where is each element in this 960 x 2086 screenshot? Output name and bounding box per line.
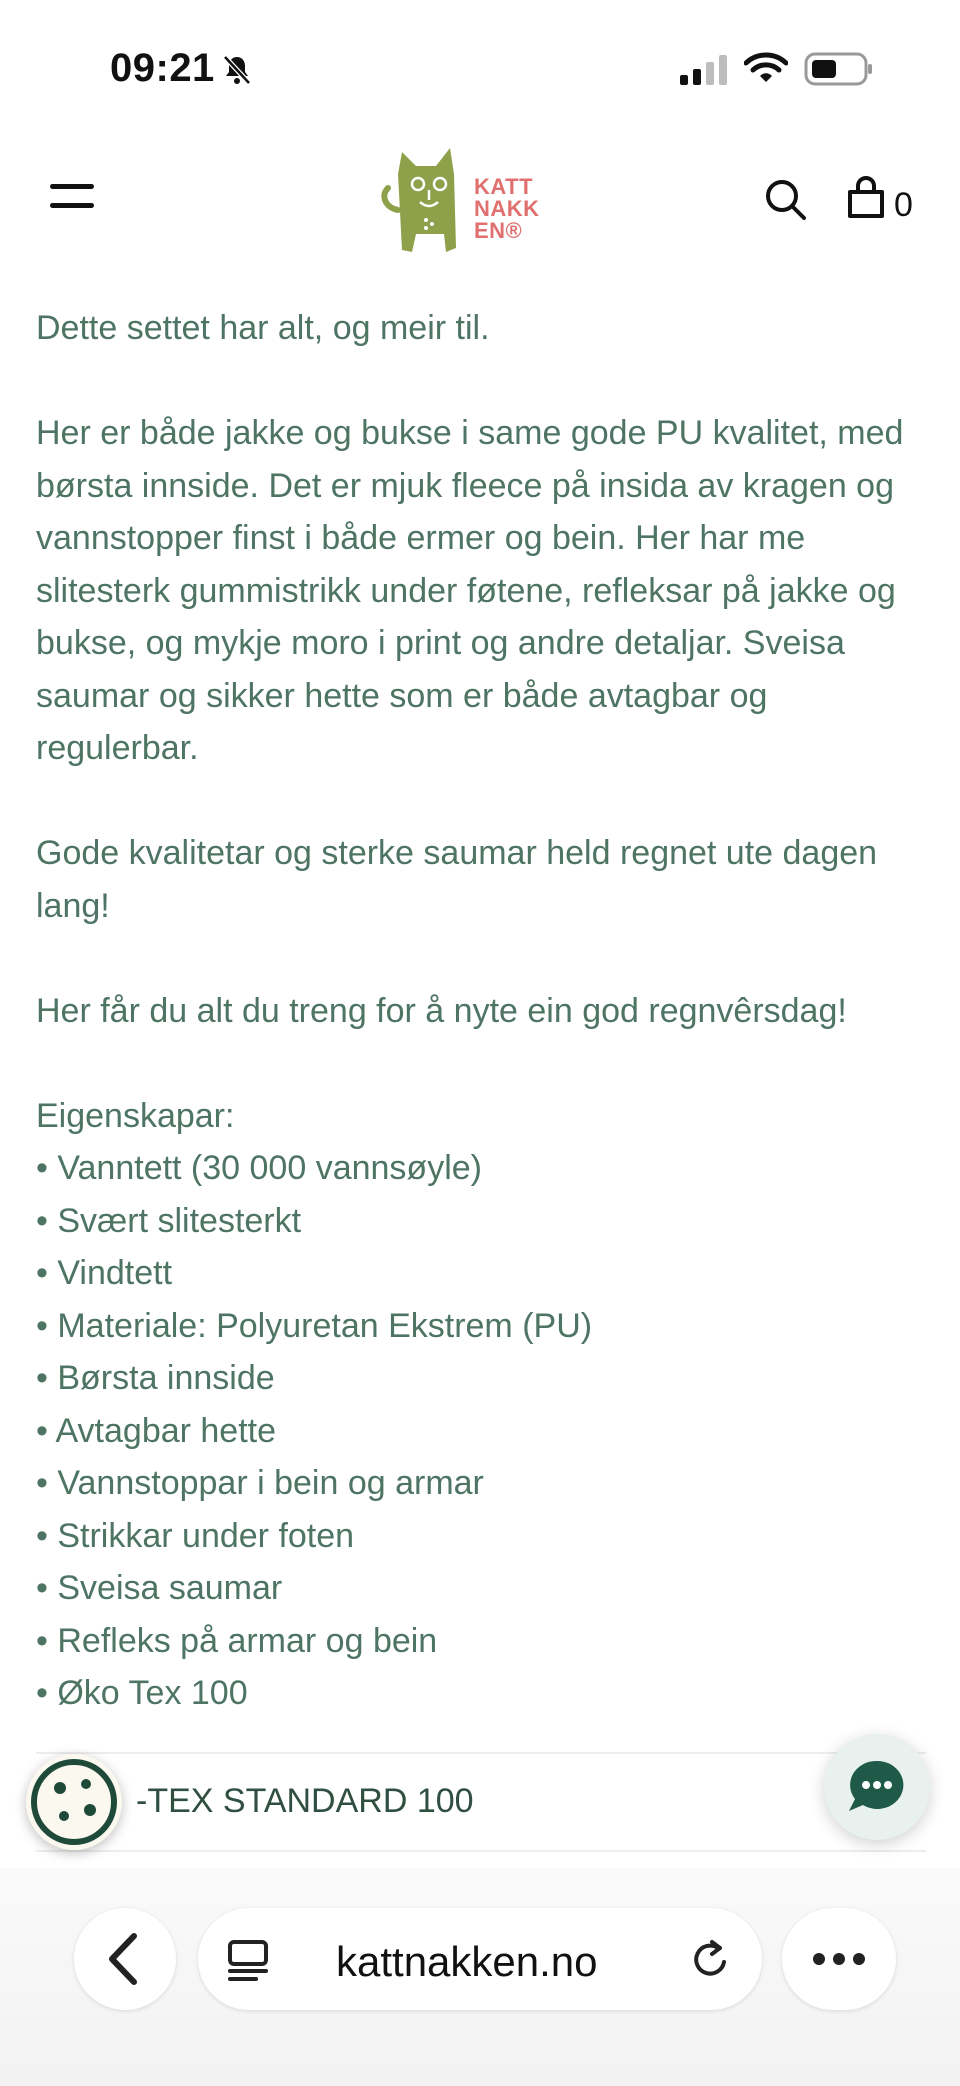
feature-item: • Materiale: Polyuretan Ekstrem (PU) — [36, 1300, 926, 1353]
search-icon — [764, 178, 808, 222]
menu-button[interactable] — [50, 184, 94, 218]
description-paragraph: Her er både jakke og bukse i same gode PU kvalitet, med børsta innside. Det er mjuk fleece på insida av kragen og vannstopper finst i både ermer og bein. Her har me slitesterk gummistrikk under føtene, refleksar på jakke og bukse, og mykje moro i print og andre detaljar. Sveisa saumar og sikker hette som er både avtagbar og regulerbar. — [36, 414, 904, 767]
description-paragraph: Dette settet har alt, og meir til. — [36, 309, 490, 347]
feature-item: • Refleks på armar og bein — [36, 1615, 926, 1668]
site-header — [0, 130, 960, 270]
feature-item: • Strikkar under foten — [36, 1510, 926, 1563]
hamburger-line — [50, 184, 94, 189]
kattnakken-logo[interactable] — [376, 140, 556, 260]
url-text[interactable]: kattnakken.no — [336, 1938, 598, 1985]
feature-list — [36, 1142, 926, 1720]
bell-muted-icon — [222, 54, 252, 86]
cart-button[interactable] — [846, 176, 913, 226]
feature-item: • Svært slitesterkt — [36, 1195, 926, 1248]
feature-item: • Vindtett — [36, 1247, 926, 1300]
tabs-icon[interactable] — [226, 1938, 270, 1982]
logo-line: KATT — [474, 174, 534, 199]
more-dots-icon — [782, 1908, 896, 2010]
more-options-button[interactable] — [782, 1908, 896, 2010]
cookie-settings-button[interactable] — [26, 1754, 122, 1850]
cart-count: 0 — [894, 186, 913, 224]
hamburger-line — [50, 203, 94, 208]
address-bar[interactable] — [198, 1908, 762, 2010]
certification-label: -TEX STANDARD 100 — [136, 1782, 474, 1820]
description-paragraph: Her får du alt du treng for å nyte ein god regnvêrsdag! — [36, 991, 847, 1030]
wifi-icon — [744, 52, 788, 84]
logo-wordmark — [474, 176, 540, 242]
chat-button[interactable] — [824, 1734, 930, 1840]
feature-item: • Sveisa saumar — [36, 1562, 926, 1615]
status-time: 09:21 — [110, 46, 215, 90]
search-button[interactable] — [764, 178, 808, 227]
status-bar — [0, 0, 960, 130]
chevron-left-icon — [74, 1908, 176, 2010]
browser-toolbar — [0, 1868, 960, 2086]
battery-icon — [804, 52, 874, 86]
logo-line: EN® — [474, 218, 523, 243]
feature-item: • Avtagbar hette — [36, 1405, 926, 1458]
feature-item: • Vanntett (30 000 vannsøyle) — [36, 1142, 926, 1195]
reload-icon[interactable] — [688, 1938, 732, 1982]
shopping-bag-icon — [846, 176, 886, 220]
feature-item: • Børsta innside — [36, 1352, 926, 1405]
signal-icon — [680, 55, 730, 85]
logo-line: NAKK — [474, 196, 540, 221]
certification-row[interactable] — [36, 1752, 926, 1852]
chat-bubble-icon — [824, 1734, 930, 1840]
product-description — [36, 302, 926, 1720]
cat-logo-icon — [376, 140, 472, 260]
cookie-icon — [26, 1754, 122, 1850]
description-paragraph: Gode kvalitetar og sterke saumar held regnet ute dagen lang! — [36, 834, 878, 925]
feature-item: • Vannstoppar i bein og armar — [36, 1457, 926, 1510]
features-title: Eigenskapar: — [36, 1096, 235, 1135]
back-button[interactable] — [74, 1908, 176, 2010]
feature-item: • Øko Tex 100 — [36, 1667, 926, 1720]
